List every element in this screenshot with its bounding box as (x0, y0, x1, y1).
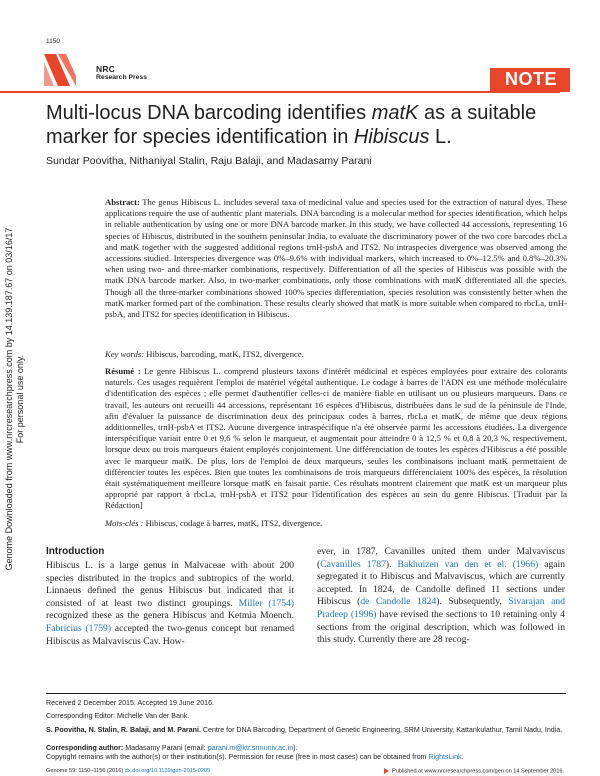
citation-link[interactable]: Bakhuizen van den et el. (1966) (397, 558, 539, 570)
citation-link[interactable]: Miller (1754) (238, 597, 294, 609)
citation-link[interactable]: Fabricius (1759) (46, 622, 112, 634)
citation-link[interactable]: Cavanilles 1787 (320, 558, 386, 570)
french-keywords: Mots-clés : Hibiscus, codage à barres, matK, ITS2, divergence. (105, 518, 323, 528)
page-number: 1150 (46, 38, 60, 45)
publisher-name: NRC (96, 64, 116, 74)
french-abstract: Résumé : Le genre Hibiscus L. comprend plusieurs taxons d'intérêt médicinal et espèces employées pour extraire des colorants naturels. Ces usages requièrent l'emploi de matériel végétal authentique. Le codage à barres de l'ADN est une méthode moléculaire d'identification des espèces ; elle permet d'authentifier celles-ci de manière fiable en utilisant un ou plusieurs marqueurs. Dans ce travail, les auteurs ont recueilli 44 accessions, représentant 16 espèces d'Hibiscus, distribuées dans le sud de la péninsule de l'Inde, afin d'évaluer la puissance de discrimination deux des principaux codes à barres, rbcLa et matK, de même que deux régions additionnelles, trnH-psbA et ITS2. Aucune divergence intraspécifique n'a été observée parmi les accessions étudiées. La divergence interspécifique variait entre 0 et 9,6 % selon le marqueur, et augmentait pour atteindre 0 à 12,5 % et 0,8 à 20,3 %, respectivement, lorsque deux ou trois marqueurs étaient employés conjointement. Une différenciation de toutes les espèces d'Hibiscus a été possible avec le marqueur matK. De plus, lors de l'emploi de deux marqueurs, seules les combinaisons incluant matK permettaient de différencier toutes les espèces. Bien que toutes les combinaisons de trois marqueurs différenciaient 100% des espèces, la résolution était systématiquement meilleure lorsque matK en faisait partie. Ces résultats montrent clairement que matK est un marqueur plus approprié par rapport à rbcLa, trnH-psbA et ITS2 pour l'identification des espèces au sein du genre Hibiscus. [Traduit par la Rédaction] (105, 366, 567, 511)
header-rule (0, 91, 560, 93)
corresponding-editor: Corresponding Editor: Michelle Van der Bank. (46, 712, 190, 720)
keywords: Key words: Hibiscus, barcoding, matK, ITS2, divergence. (105, 349, 304, 359)
intro-column-right: ever, in 1787, Cavanilles united them under Malvaviscus (Cavanilles 1787). Bakhuizen van den et el. (1966) again segregated it to Hibiscus and Malvaviscus, which are currently accepted. In 1824, de Candolle defined 11 sections under Hibiscus (de Candolle 1824). Subsequently, Sivarajan and Pradeep (1996) have revised the sections to 10 retaining only 4 sections from the original description, which was followed in this study. Currently there are 28 recog- (317, 546, 565, 646)
abstract: Abstract: The genus Hibiscus L. includes several taxa of medicinal value and species used for the extraction of natural dyes. These applications require the use of authentic plant materials. DNA barcoding is a molecular method for species identification, which helps in reliable authentication by using one or more DNA barcode marker. In this study, we have collected 44 accessions, representing 16 species of Hibiscus, distributed in the southern peninsular India, to evaluate the discriminatory power of the two core barcodes rbcLa and matK together with the suggested additional regions trnH-psbA and ITS2. No intraspecies divergence was observed among the accessions studied. Interspecies divergence was 0%–9.6% with individual markers, which increased to 0%–12.5% and 0.8%–20.3% when using two- and three-marker combinations, respectively. Differentiation of all the species of Hibiscus was possible with the matK DNA barcode marker. Also, in two-marker combinations, only those combinations with matK differentiated all the species. Though all the three-marker combinations showed 100% species differentiation, species resolution was consistently better when the matK marker formed part of the combination. These results clearly showed that matK is more suitable when compared to rbcLa, trnH-psbA, and ITS2 for species identification in Hibiscus. (105, 197, 567, 320)
nrc-logo-icon (44, 54, 76, 86)
copyright-notice: Copyright remains with the author(s) or their institution(s). Permission for reuse (free in most cases) can be obtained from RightsLink. (46, 753, 464, 761)
publisher-subtitle: Research Press (96, 74, 148, 81)
personal-use-notice: For personal use only. (15, 354, 25, 444)
publisher-logo[interactable] (40, 50, 150, 92)
publication-info: Published at www.nrcresearchpress.com/gen on 14 September 2016. (384, 768, 564, 774)
download-sidebar (0, 210, 30, 590)
email-link[interactable]: parani.m@ktr.srmuniv.ac.in (207, 744, 294, 752)
footnote-divider (46, 693, 566, 694)
download-notice: Genome Downloaded from www.nrcresearchpress.com by 14.139.187.67 on 03/16/17 (4, 227, 14, 571)
article-title: Multi-locus DNA barcoding identifies matK as a suitable marker for species identification in Hibiscus L. (46, 102, 537, 148)
citation-link[interactable]: Sivarajan and Pradeep (1996) (317, 596, 565, 620)
section-heading: Introduction (46, 546, 105, 557)
received-dates: Received 2 December 2015. Accepted 19 June 2016. (46, 699, 214, 707)
citation-link[interactable]: de Candolle 1824 (360, 596, 437, 608)
author-list: Sundar Poovitha, Nithaniyal Stalin, Raju Balaji, and Madasamy Parani (46, 155, 372, 167)
intro-column-left: Hibiscus L. is a large genus in Malvaceae with about 200 species distributed in the tropics and subtropics of the world. Linnaeus defined the genus Hibiscus but indicated that it consisted of at least two distinct groupings. Miller (1754) recognized these as the genera Hibiscus and Ketmia Moench. Fabricius (1759) accepted the two-genus concept but renamed Hibiscus as Malvaviscus Cav. How- (46, 560, 294, 647)
article-type-label: NOTE (504, 69, 557, 89)
rightslink-link[interactable]: RightsLink (428, 753, 462, 761)
arrow-icon (384, 768, 389, 774)
doi-link[interactable]: dx.doi.org/10.1139/gen-2015-0205 (124, 768, 211, 774)
journal-citation: Genome 59: 1150–1156 (2016) dx.doi.org/10.1139/gen-2015-0205 (46, 768, 211, 774)
corresponding-author: Corresponding author: Madasamy Parani (email: parani.m@ktr.srmuniv.ac.in). (46, 744, 298, 752)
affiliations: S. Poovitha, N. Stalin, R. Balaji, and M. Parani. Centre for DNA Barcoding, Department of Genetic Engineering, SRM University, Kattankulathur, Tamil Nadu, India. (46, 726, 563, 734)
